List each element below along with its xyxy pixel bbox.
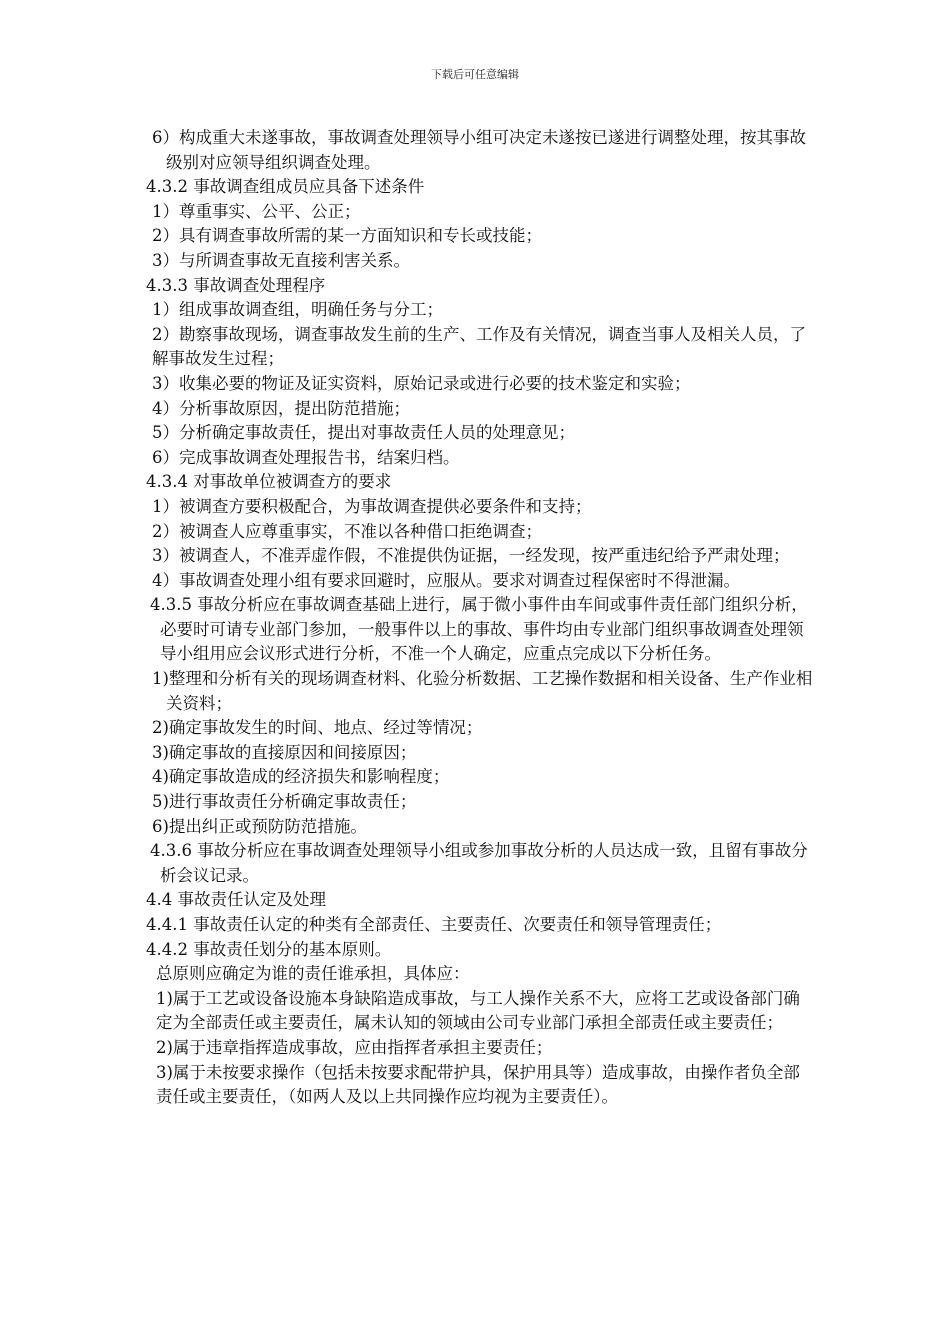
list-item: 6)提出纠正或预防防范措施。 [152, 816, 367, 836]
section-heading: 4.4.2 事故责任划分的基本原则。 [146, 939, 392, 959]
list-item: 1）组成事故调查组，明确任务与分工； [152, 300, 443, 320]
list-item: 1）尊重事实、公平、公正； [152, 201, 361, 221]
list-item: 6）完成事故调查处理报告书，结案归档。 [152, 447, 460, 467]
section-heading: 4.3.2 事故调查组成员应具备下述条件 [146, 177, 425, 197]
section-heading: 4.3.3 事故调查处理程序 [146, 275, 326, 295]
list-item: 3）被调查人，不准弄虚作假，不准提供伪证据，一经发现，按严重违纪给予严肃处理； [152, 546, 790, 566]
list-item: 5）分析确定事故责任，提出对事故责任人员的处理意见； [152, 423, 575, 443]
list-item: 5)进行事故责任分析确定事故责任； [152, 792, 417, 812]
list-item: 3)确定事故的直接原因和间接原因； [152, 742, 417, 762]
paragraph: 总原则应确定为谁的责任谁承担，具体应： [156, 964, 470, 984]
list-item: 1）被调查方要积极配合，为事故调查提供必要条件和支持； [152, 496, 592, 516]
list-item: 2）被调查人应尊重事实，不准以各种借口拒绝调查； [152, 521, 542, 541]
section-paragraph: 4.3.6 事故分析应在事故调查处理领导小组或参加事故分析的人员达成一致，且留有事故分析会议记录。 [150, 841, 808, 885]
list-item: 1)整理和分析有关的现场调查材料、化验分析数据、工艺操作数据和相关设备、生产作业相关资料； [152, 669, 813, 713]
list-item: 4)确定事故造成的经济损失和影响程度； [152, 767, 450, 787]
list-item: 4）事故调查处理小组有要求回避时，应服从。要求对调查过程保密时不得泄漏。 [152, 570, 740, 590]
list-item: 4）分析事故原因，提出防范措施； [152, 398, 410, 418]
paragraph: 6）构成重大未遂事故，事故调查处理领导小组可决定未遂按已遂进行调整处理，按其事故级别对应领导组织调查处理。 [152, 128, 806, 172]
list-item: 3)属于未按要求操作（包括未按要求配带护具，保护用具等）造成事故，由操作者负全部责任或主要责任，（如两人及以上共同操作应均视为主要责任）。 [156, 1062, 800, 1107]
list-item: 2）勘察事故现场，调查事故发生前的生产、工作及有关情况，调查当事人及相关人员，了解事故发生过程； [152, 324, 806, 369]
section-paragraph: 4.3.5 事故分析应在事故调查基础上进行，属于微小事件由车间或事件责任部门组织分析，必要时可请专业部门参加，一般事件以上的事故、事件均由专业部门组织事故调查处理领导小组用应会议形式进行分析，不准一个人确定，应重点完成以下分析任务。 [150, 595, 808, 664]
page-header: 下载后可任意编辑 [431, 68, 519, 81]
list-item: 2)属于违章指挥造成事故，应由指挥者承担主要责任； [156, 1037, 553, 1057]
list-item: 1)属于工艺或设备设施本身缺陷造成事故，与工人操作关系不大，应将工艺或设备部门确定为全部责任或主要责任，属未认知的领域由公司专业部门承担全部责任或主要责任； [156, 988, 800, 1033]
list-item: 3）收集必要的物证及证实资料，原始记录或进行必要的技术鉴定和实验； [152, 373, 691, 393]
document-body [146, 126, 816, 1110]
list-item: 2)确定事故发生的时间、地点、经过等情况； [152, 718, 483, 738]
section-heading: 4.3.4 对事故单位被调查方的要求 [146, 472, 392, 492]
list-item: 3）与所调查事故无直接利害关系。 [152, 250, 410, 270]
section-paragraph: 4.4.1 事故责任认定的种类有全部责任、主要责任、次要责任和领导管理责任； [146, 915, 722, 934]
list-item: 2）具有调查事故所需的某一方面知识和专长或技能； [152, 226, 542, 246]
section-heading: 4.4 事故责任认定及处理 [146, 890, 326, 910]
